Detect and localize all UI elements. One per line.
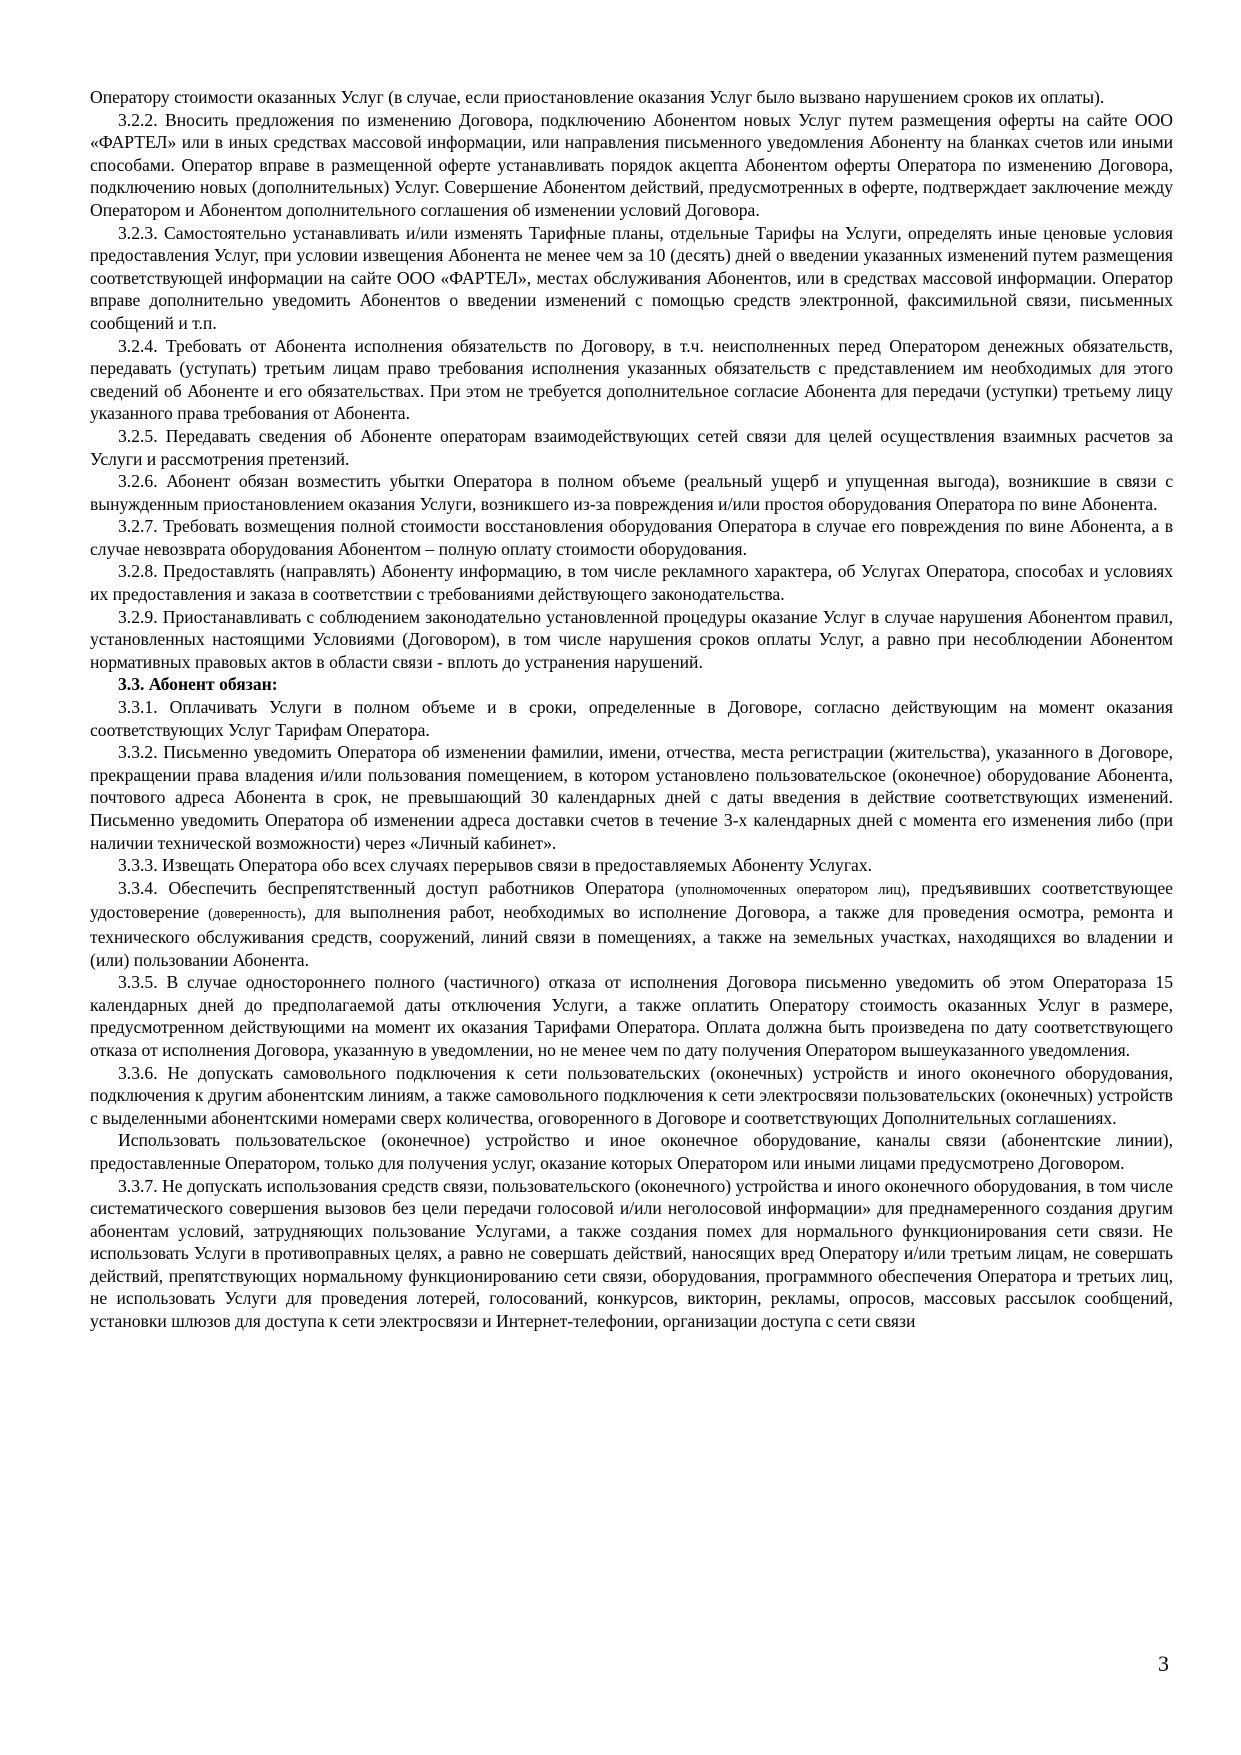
- paragraph-3-3-4-part-e: , для выполнения работ, необходимых во исполнение Договора, а также для проведения осмотра, ремонта и технического обслуживания средств, сооружений, линий связи в помещениях, а также на земельных участках, находящихся во владении и (или) пользовании Абонента.: [90, 902, 1173, 970]
- paragraph-3-2-8: 3.2.8. Предоставлять (направлять) Абоненту информацию, в том числе рекламного характера, об Услугах Оператора, способах и условиях их предоставления и заказа в соответствии с требованиями действующего законодательства.: [90, 561, 1173, 605]
- paragraph-3-3-1: 3.3.1. Оплачивать Услуги в полном объеме и в сроки, определенные в Договоре, согласно действующим на момент оказания соответствующих Услуг Тарифам Оператора.: [90, 697, 1173, 740]
- paragraph-3-2-9: 3.2.9. Приостанавливать с соблюдением законодательно установленной процедуры оказание Услуг в случае нарушения Абонентом правил, установленных настоящими Условиями (Договором), в том числе нарушения сроков оплаты Услуг, а равно при несоблюдении Абонентом нормативных правовых актов в области связи - вплоть до устранения нарушений.: [90, 606, 1173, 672]
- paragraph-3-2-7: 3.2.7. Требовать возмещения полной стоимости восстановления оборудования Оператора в случае его повреждения по вине Абонента, а в случае невозврата оборудования Абонентом – полную оплату стоимости оборудования.: [90, 516, 1173, 559]
- paragraph-3-2-5: 3.2.5. Передавать сведения об Абоненте операторам взаимодействующих сетей связи для целей осуществления взаимных расчетов за Услуги и рассмотрения претензий.: [90, 425, 1173, 469]
- paragraph-3-3-4-part-a: 3.3.4. Обеспечить беспрепятственный доступ работников Оператора: [118, 877, 676, 898]
- paragraph-3-2-6: 3.2.6. Абонент обязан возместить убытки Оператора в полном объеме (реальный ущерб и упущенная выгода), возникшие в связи с вынужденным приостановлением оказания Услуги, возникшего из-за повреждения и/или простоя оборудования Оператора по вине Абонента.: [90, 471, 1173, 514]
- paragraph-3-3-3: 3.3.3. Извещать Оператора обо всех случаях перерывов связи в предоставляемых Абоненту Услугах.: [118, 855, 873, 876]
- paragraph-3-3-4-part-d: (доверенность): [208, 906, 302, 923]
- paragraph-3-3-6: 3.3.6. Не допускать самовольного подключения к сети пользовательских (оконечных) устройств и иного оконечного оборудования, подключения к другим абонентским линиям, а также самовольного подключения к сети электросвязи пользовательских (оконечных) устройств с выделенными абонентскими номерами сверх количества, оговоренного в Договоре и соответствующих Дополнительных соглашениях.: [90, 1062, 1173, 1128]
- section-heading-3-3: 3.3. Абонент обязан:: [118, 674, 278, 695]
- paragraph-3-2-2: 3.2.2. Вносить предложения по изменению Договора, подключению Абонентом новых Услуг путем размещения оферты на сайте ООО «ФАРТЕЛ» или в иных средствах массовой информации, или направления письменного уведомления Абоненту на бланках счетов или иными способами. Оператор вправе в размещенной оферте устанавливать порядок акцепта Абонентом оферты Оператора по изменению Договора, подключению новых (дополнительных) Услуг. Совершение Абонентом действий, предусмотренных в оферте, подтверждает заключение между Оператором и Абонентом дополнительного соглашения об изменении условий Договора.: [90, 109, 1173, 220]
- paragraph-3-3-4-part-c: , предъявивших соответствующее удостоверение: [90, 877, 1173, 923]
- paragraph-continuation: Оператору стоимости оказанных Услуг (в случае, если приостановление оказания Услуг было вызвано нарушением сроков их оплаты).: [90, 87, 1105, 107]
- paragraph-3-3-5: 3.3.5. В случае одностороннего полного (частичного) отказа от исполнения Договора письменно уведомить об этом Оператораза 15 календарных дней до предполагаемой даты отключения Услуги, а также оплатить Оператору стоимость оказанных Услуг в размере, предусмотренном действующими на момент их оказания Тарифами Оператора. Оплата должна быть произведена по дату соответствующего отказа от исполнения Договора, указанную в уведомлении, но не менее чем по дату получения Оператором вышеуказанного уведомления.: [90, 972, 1173, 1060]
- paragraph-3-3-4-part-b: (уполномоченных оператором лиц): [675, 881, 906, 898]
- paragraph-3-2-3: 3.2.3. Самостоятельно устанавливать и/или изменять Тарифные планы, отдельные Тарифы на Услуги, определять иные ценовые условия предоставления Услуг, при условии извещения Абонента не менее чем за 10 (десять) дней о введении указанных изменений путем размещения соответствующей информации на сайте ООО «ФАРТЕЛ», местах обслуживания Абонентов, или в средствах массовой информации. Оператор вправе дополнительно уведомить Абонентов о введении изменений с помощью средств электронной, факсимильной связи, письменных сообщений и т.п.: [90, 222, 1173, 333]
- paragraph-3-3-4: [90, 877, 1173, 971]
- paragraph-3-2-4: 3.2.4. Требовать от Абонента исполнения обязательств по Договору, в т.ч. неисполненных перед Оператором денежных обязательств, передавать (уступать) третьим лицам право требования исполнения указанных обязательств с представлением им необходимых для этого сведений об Абоненте и его обязательствах. При этом не требуется дополнительное согласие Абонента для передачи (уступки) третьему лицу указанного права требования от Абонента.: [90, 335, 1173, 424]
- document-body: [90, 86, 1173, 1333]
- paragraph-3-3-6-usage: Использовать пользовательское (оконечное) устройство и иное оконечное оборудование, каналы связи (абонентские линии), предоставленные Оператором, только для получения услуг, оказание которых Оператором или иными лицами предусмотрено Договором.: [90, 1130, 1173, 1173]
- paragraph-3-3-7: 3.3.7. Не допускать использования средств связи, пользовательского (оконечного) устройства и иного оконечного оборудования, в том числе систематического совершения вызовов без цели передачи голосовой и/или неголосовой информации» для преднамеренного создания другим абонентам условий, затрудняющих пользование Услугами, а также создания помех для нормального функционирования сети связи. Не использовать Услуги в противоправных целях, а равно не совершать действий, наносящих вред Оператору и/или третьим лицам, не совершать действий, препятствующих нормальному функционированию сети связи, оборудования, программного обеспечения Оператора и третьих лиц, не использовать Услуги для проведения лотерей, голосований, конкурсов, викторин, рекламы, опросов, массовых рассылок сообщений, установки шлюзов для доступа к сети электросвязи и Интернет-телефонии, организации доступа с сети связи: [90, 1175, 1173, 1332]
- page-number: 3: [1158, 1651, 1169, 1676]
- paragraph-3-3-2: 3.3.2. Письменно уведомить Оператора об изменении фамилии, имени, отчества, места регистрации (жительства), указанного в Договоре, прекращении права владения и/или пользования помещением, в котором установлено пользовательское (оконечное) оборудование Абонента, почтового адреса Абонента в срок, не превышающий 30 календарных дней с даты введения в действие соответствующих изменений. Письменно уведомить Оператора об изменении адреса доставки счетов в течение 3-х календарных дней с момента его изменения либо (при наличии технической возможности) через «Личный кабинет».: [90, 742, 1173, 853]
